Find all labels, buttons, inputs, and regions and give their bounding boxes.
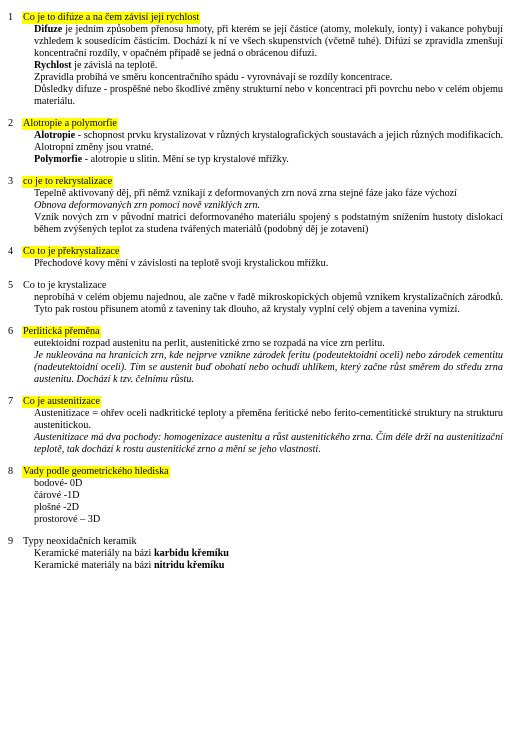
paragraph: neprobíhá v celém objemu najednou, ale začne v řadě mikroskopických objemů vznikem krystalizačních zárodků. Tyto pak rostou přisunem atomů z taveniny tak dlouho, až krystaly vyplní celý objem a tavenina vymizí. <box>34 292 503 315</box>
section-number: 6 <box>8 326 14 337</box>
paragraph: Austenitizace = ohřev oceli nadkritické teploty a přeměna feritické nebo ferito-cementitické struktury na strukturu austenitickou. <box>34 408 503 431</box>
section-body <box>34 258 503 270</box>
section-heading: Vady podle geometrického hlediska <box>23 466 169 477</box>
section-heading: co je to rekrystalizace <box>23 176 113 187</box>
paragraph: eutektoidní rozpad austenitu na perlit, austenitické zrno se rozpadá na více zrn perlitu. <box>34 338 385 349</box>
list-item <box>34 548 503 560</box>
section-body <box>34 24 503 108</box>
section-8 <box>0 466 531 526</box>
section-5 <box>0 280 531 316</box>
section-heading: Co je to difúze a na čem závisí její rychlost <box>23 12 200 23</box>
paragraph-text: je závislá na teplotě. <box>71 60 158 71</box>
section-body <box>34 292 503 316</box>
paragraph <box>34 154 503 166</box>
section-7 <box>0 396 531 456</box>
paragraph: Austenitizace má dva pochody: homogenizace austenitu a růst austenitického zrna. Čím déle drží na austenitizační teplotě, tak dochází k rostu austenitické zrno a mění se jeho vlastnosti. <box>34 432 503 455</box>
section-heading: Perlitická přeměna <box>23 326 100 337</box>
section-number: 3 <box>8 176 14 187</box>
list-item: čárové -1D <box>34 490 80 501</box>
paragraph: Obnova deformovaných zrn pomocí nově vzniklých zrn. <box>34 200 261 211</box>
section-body <box>34 130 503 166</box>
paragraph: Zpravidla probíhá ve směru koncentračního spádu - vyrovnávají se rozdíly koncentrace. <box>34 72 393 83</box>
paragraph-text: - schopnost prvku krystalizovat v různých krystalografických soustavách a jejich různých modifikacích. Alotropní změny jsou vratné. <box>34 130 503 153</box>
section-number: 7 <box>8 396 14 407</box>
section-number: 1 <box>8 12 14 23</box>
section-body <box>34 188 503 236</box>
section-body <box>34 478 503 526</box>
section-heading: Typy neoxidačních keramik <box>23 536 137 547</box>
list-item: bodové- 0D <box>34 478 83 489</box>
section-heading: Alotropie a polymorfie <box>23 118 117 129</box>
term: Rychlost <box>34 60 72 71</box>
paragraph <box>34 24 503 60</box>
term: nitridu křemíku <box>153 560 225 571</box>
paragraph: Přechodové kovy mění v závislosti na teplotě svoji krystalickou mřížku. <box>34 258 329 269</box>
paragraph: Tepelně aktivovaný děj, při němž vznikají z deformovaných zrn nová zrna stejné fáze jako fáze výchozí <box>34 188 458 199</box>
section-1 <box>0 12 531 108</box>
list-item: plošné -2D <box>34 502 79 513</box>
list-item <box>34 560 503 572</box>
paragraph: Je nukleována na hranicích zrn, kde nejprve vznikne zárodek feritu (podeutektoidní oceli) nebo zárodek cementitu (nadeutektoidní oceli). Tím se austenit buď obohatí nebo ochudí uhlíkem, který začne růst směrem do středu zrna austenitu. Dochází k tzv. čelnímu růstu. <box>34 350 503 385</box>
term: Alotropie <box>34 130 76 141</box>
section-number: 5 <box>8 280 14 291</box>
paragraph: Důsledky difuze - prospěšné nebo škodlivé změny strukturní nebo v koncentraci při povrchu nebo v celém objemu materiálu. <box>34 84 503 107</box>
paragraph-text: - alotropie u slitin. Mění se typ krystalové mřížky. <box>82 154 289 165</box>
term: Polymorfie <box>34 154 83 165</box>
section-number: 8 <box>8 466 14 477</box>
section-9 <box>0 536 531 572</box>
section-number: 4 <box>8 246 14 257</box>
section-number: 2 <box>8 118 14 129</box>
paragraph <box>34 130 503 154</box>
term: Difuze <box>34 24 63 35</box>
paragraph-text: je jedním způsobem přenosu hmoty, při kterém se její částice (atomy, molekuly, ionty) i vakance pohybují vzhledem k sousedícím částicím. Dochází k ní ve všech skupenstvích (včetně tuhé). Difúzí se zpravidla zmenšují koncentrační rozdíly, v opačném případě se jedná o obrácenou difuzi. <box>34 24 503 59</box>
section-body <box>34 548 503 572</box>
paragraph <box>34 60 503 72</box>
list-item-text: Keramické materiály na bázi <box>34 560 154 571</box>
section-body <box>34 338 503 386</box>
section-2 <box>0 118 531 166</box>
section-heading: Co to je krystalizace <box>23 280 107 291</box>
section-6 <box>0 326 531 386</box>
section-body <box>34 408 503 456</box>
section-3 <box>0 176 531 236</box>
paragraph: Vznik nových zrn v původní matrici deformovaného materiálu spojený s podstatným snížením hustoty dislokací během zvýšených teplot za studena tvářených materiálů (podobný děj je zotavení) <box>34 212 503 235</box>
section-4 <box>0 246 531 270</box>
document-page <box>0 12 531 582</box>
term: karbidu křemíku <box>153 548 229 559</box>
section-number: 9 <box>8 536 14 547</box>
section-heading: Co je austenitizace <box>23 396 100 407</box>
section-heading: Co to je překrystalizace <box>23 246 120 257</box>
list-item-text: Keramické materiály na bázi <box>34 548 154 559</box>
list-item: prostorové – 3D <box>34 514 101 525</box>
